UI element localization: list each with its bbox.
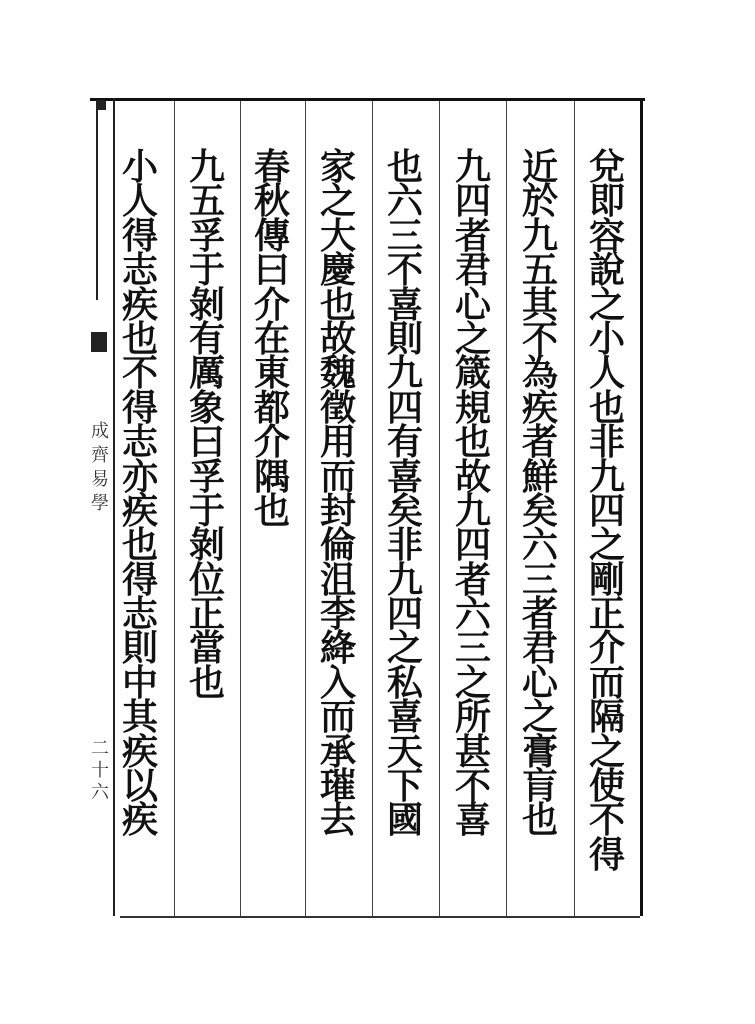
character: 四 xyxy=(386,386,423,429)
character: 肓 xyxy=(521,765,558,808)
character: 者 xyxy=(521,593,558,636)
character: 也 xyxy=(121,524,158,567)
character: 于 xyxy=(188,489,225,532)
character: 使 xyxy=(588,765,625,808)
character: 即 xyxy=(588,180,625,223)
column-rule xyxy=(305,101,306,916)
character: 不 xyxy=(454,765,491,808)
frame-bottom-border xyxy=(120,916,640,918)
character: 所 xyxy=(454,696,491,739)
character: 也 xyxy=(253,489,290,532)
character: 承 xyxy=(319,730,356,773)
character: 而 xyxy=(319,696,356,739)
character: 其 xyxy=(521,283,558,326)
margin-character: 成 xyxy=(91,421,109,442)
character: 也 xyxy=(588,386,625,429)
character: 疾 xyxy=(121,489,158,532)
character: 介 xyxy=(253,283,290,326)
character: 以 xyxy=(121,765,158,808)
fishtail-block xyxy=(91,332,107,352)
text-column-7 xyxy=(181,146,233,910)
character: 不 xyxy=(386,249,423,292)
character: 九 xyxy=(386,558,423,601)
character: 也 xyxy=(188,661,225,704)
character: 為 xyxy=(521,352,558,395)
character: 魏 xyxy=(319,352,356,395)
character: 矣 xyxy=(521,489,558,532)
character: 五 xyxy=(521,249,558,292)
block-center-line xyxy=(96,110,112,300)
text-column-1 xyxy=(581,146,633,910)
character: 人 xyxy=(588,352,625,395)
character: 說 xyxy=(588,249,625,292)
character: 隅 xyxy=(253,455,290,498)
text-column-3 xyxy=(447,146,499,910)
character: 得 xyxy=(121,386,158,429)
character: 剛 xyxy=(588,558,625,601)
margin-character: 二 xyxy=(91,738,109,759)
character: 象 xyxy=(188,386,225,429)
character: 得 xyxy=(588,833,625,876)
character: 曰 xyxy=(188,421,225,464)
character: 疾 xyxy=(121,283,158,326)
character: 者 xyxy=(521,421,558,464)
character: 箴 xyxy=(454,352,491,395)
character: 傳 xyxy=(253,214,290,257)
character: 用 xyxy=(319,421,356,464)
character: 君 xyxy=(521,627,558,670)
character: 東 xyxy=(253,352,290,395)
character: 去 xyxy=(319,799,356,842)
margin-character: 齊 xyxy=(91,445,109,466)
character: 甚 xyxy=(454,730,491,773)
character: 疾 xyxy=(521,386,558,429)
character: 正 xyxy=(188,593,225,636)
character: 六 xyxy=(454,593,491,636)
character: 秋 xyxy=(253,180,290,223)
character: 位 xyxy=(188,558,225,601)
character: 之 xyxy=(454,661,491,704)
character: 志 xyxy=(121,249,158,292)
character: 介 xyxy=(588,627,625,670)
character: 九 xyxy=(588,455,625,498)
character: 其 xyxy=(121,696,158,739)
character: 不 xyxy=(521,317,558,360)
margin-character: 十 xyxy=(91,760,109,781)
fishtail-mark xyxy=(96,100,106,110)
character: 而 xyxy=(588,661,625,704)
column-rule xyxy=(506,101,507,916)
character: 春 xyxy=(253,146,290,188)
text-column-4 xyxy=(379,146,431,910)
character: 者 xyxy=(454,214,491,257)
character: 大 xyxy=(319,214,356,257)
margin-character: 六 xyxy=(91,782,109,803)
character: 在 xyxy=(253,317,290,360)
character: 中 xyxy=(121,661,158,704)
character: 剝 xyxy=(188,524,225,567)
character: 徵 xyxy=(319,386,356,429)
column-rule xyxy=(240,101,241,916)
character: 入 xyxy=(319,661,356,704)
character: 也 xyxy=(319,283,356,326)
character: 都 xyxy=(253,386,290,429)
character: 曰 xyxy=(253,249,290,292)
character: 三 xyxy=(386,214,423,257)
character: 鮮 xyxy=(521,455,558,498)
character: 三 xyxy=(521,558,558,601)
character: 於 xyxy=(521,180,558,223)
character: 之 xyxy=(454,317,491,360)
character: 則 xyxy=(121,627,158,670)
margin-character: 學 xyxy=(91,493,109,514)
character: 沮 xyxy=(319,558,356,601)
character: 私 xyxy=(386,661,423,704)
character: 之 xyxy=(588,283,625,326)
character: 六 xyxy=(521,524,558,567)
character: 心 xyxy=(454,283,491,326)
character: 正 xyxy=(588,593,625,636)
character: 有 xyxy=(188,317,225,360)
character: 國 xyxy=(386,799,423,842)
character: 五 xyxy=(188,180,225,223)
character: 隔 xyxy=(588,696,625,739)
character: 君 xyxy=(454,249,491,292)
character: 心 xyxy=(521,661,558,704)
character: 孚 xyxy=(188,214,225,257)
character: 李 xyxy=(319,593,356,636)
column-rule xyxy=(174,101,175,916)
character: 有 xyxy=(386,421,423,464)
character: 之 xyxy=(588,730,625,773)
character: 兌 xyxy=(588,146,625,188)
character: 者 xyxy=(454,558,491,601)
character: 得 xyxy=(121,214,158,257)
character: 厲 xyxy=(188,352,225,395)
character: 家 xyxy=(319,146,356,188)
character: 四 xyxy=(386,593,423,636)
character: 慶 xyxy=(319,249,356,292)
frame-right-border xyxy=(640,98,643,916)
character: 九 xyxy=(454,146,491,188)
margin-book-title xyxy=(88,420,112,516)
character: 絳 xyxy=(319,627,356,670)
character: 于 xyxy=(188,249,225,292)
character: 也 xyxy=(454,421,491,464)
character: 喜 xyxy=(454,799,491,842)
character: 容 xyxy=(588,214,625,257)
character: 矣 xyxy=(386,489,423,532)
character: 三 xyxy=(454,627,491,670)
character: 倫 xyxy=(319,524,356,567)
character: 人 xyxy=(121,180,158,223)
character: 四 xyxy=(588,489,625,532)
character: 則 xyxy=(386,317,423,360)
character: 小 xyxy=(588,317,625,360)
character: 也 xyxy=(386,146,423,188)
character: 九 xyxy=(454,489,491,532)
character: 璀 xyxy=(319,765,356,808)
character: 喜 xyxy=(386,455,423,498)
folio-number xyxy=(86,738,114,804)
character: 疾 xyxy=(121,799,158,842)
character: 規 xyxy=(454,386,491,429)
text-column-6 xyxy=(246,146,298,910)
text-column-2 xyxy=(514,146,566,910)
column-rule xyxy=(372,101,373,916)
character: 九 xyxy=(188,146,225,188)
character: 近 xyxy=(521,146,558,188)
character: 疾 xyxy=(121,730,158,773)
character: 非 xyxy=(386,524,423,567)
character: 剝 xyxy=(188,283,225,326)
character: 之 xyxy=(588,524,625,567)
character: 之 xyxy=(386,627,423,670)
text-column-8 xyxy=(114,146,166,910)
character: 介 xyxy=(253,421,290,464)
character: 得 xyxy=(121,558,158,601)
character: 封 xyxy=(319,489,356,532)
character: 孚 xyxy=(188,455,225,498)
character: 之 xyxy=(319,180,356,223)
character: 而 xyxy=(319,455,356,498)
character: 不 xyxy=(121,352,158,395)
column-rule xyxy=(574,101,575,916)
character: 膏 xyxy=(521,730,558,773)
character: 志 xyxy=(121,421,158,464)
character: 喜 xyxy=(386,283,423,326)
character: 天 xyxy=(386,730,423,773)
character: 故 xyxy=(454,455,491,498)
character: 亦 xyxy=(121,455,158,498)
character: 之 xyxy=(521,696,558,739)
margin-character: 易 xyxy=(91,469,109,490)
character: 喜 xyxy=(386,696,423,739)
character: 九 xyxy=(521,214,558,257)
character: 六 xyxy=(386,180,423,223)
character: 也 xyxy=(121,317,158,360)
column-rule xyxy=(439,101,440,916)
character: 非 xyxy=(588,421,625,464)
character: 不 xyxy=(588,799,625,842)
character: 下 xyxy=(386,765,423,808)
character: 也 xyxy=(521,799,558,842)
text-column-5 xyxy=(312,146,364,910)
character: 志 xyxy=(121,593,158,636)
character: 故 xyxy=(319,317,356,360)
character: 四 xyxy=(454,180,491,223)
character: 四 xyxy=(454,524,491,567)
character: 九 xyxy=(386,352,423,395)
character: 小 xyxy=(121,146,158,188)
character: 當 xyxy=(188,627,225,670)
